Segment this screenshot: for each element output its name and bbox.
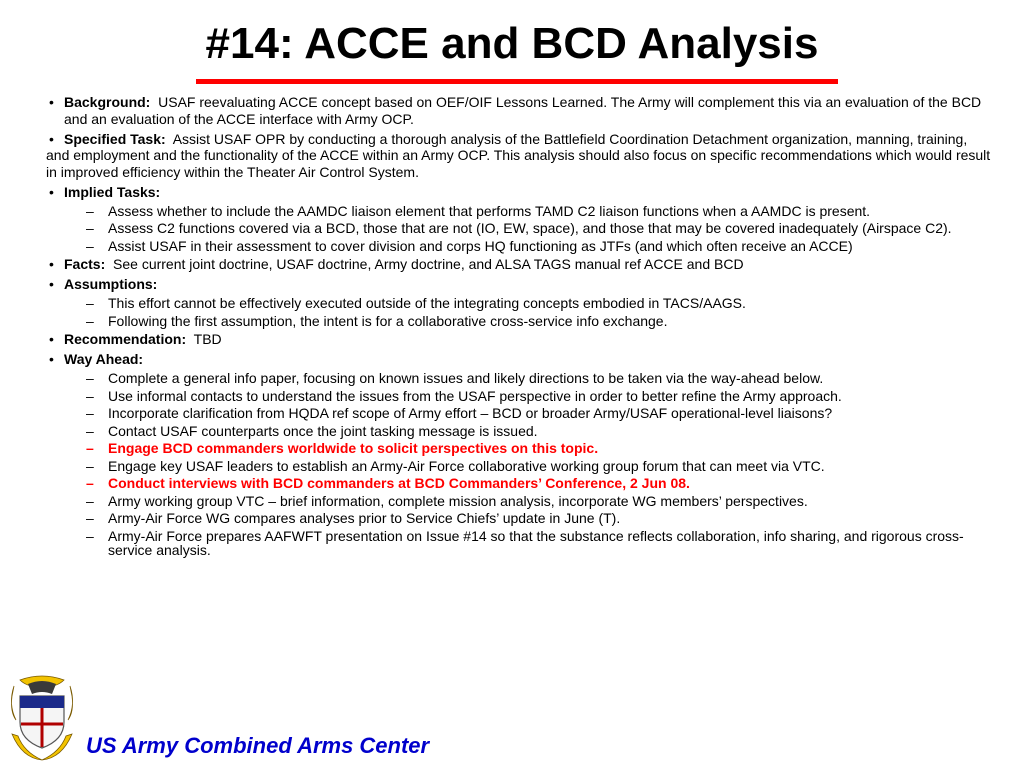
sub-item [46, 511, 991, 525]
sub-item [46, 239, 991, 253]
dash-icon: – [86, 220, 94, 236]
assumptions-sub-list [46, 296, 991, 328]
bullet-lead: Implied Tasks: [64, 183, 161, 200]
dash-icon: – [86, 405, 94, 421]
sub-item-highlighted [46, 476, 991, 490]
bullet-icon: • [49, 331, 54, 347]
sub-item [46, 389, 991, 403]
dash-icon: – [86, 475, 94, 491]
bullet-icon: • [49, 94, 54, 110]
sub-item [46, 459, 991, 473]
bullet-list [46, 94, 991, 557]
bullet-lead: Facts: [64, 256, 106, 272]
bullet-lead: Way Ahead: [64, 351, 144, 367]
bullet-icon: • [49, 183, 54, 200]
sub-item-text: Following the first assumption, the intent is for a collaborative cross-service info exchange. [108, 312, 668, 329]
dash-icon: – [86, 440, 94, 456]
sub-item [46, 314, 991, 328]
sub-item-text: Army-Air Force prepares AAFWFT presentation on Issue #14 so that the substance reflects collaboration, info sharing, and rigorous cross-service analysis. [108, 527, 964, 558]
sub-item [46, 371, 991, 385]
dash-icon: – [86, 527, 94, 544]
sub-item [46, 529, 991, 557]
sub-item-text: Complete a general info paper, focusing on known issues and likely directions to be taken via the way-ahead below. [108, 370, 824, 386]
sub-item-text: Engage BCD commanders worldwide to solicit perspectives on this topic. [108, 440, 599, 456]
bullet-text: USAF reevaluating ACCE concept based on OEF/OIF Lessons Learned. The Army will complement this via an evaluation of the BCD and an evaluation of the ACCE interface with Army OCP. [64, 94, 982, 127]
bullet-recommendation [46, 331, 991, 348]
sub-item-text: Conduct interviews with BCD commanders at BCD Commanders’ Conference, 2 Jun 08. [108, 475, 690, 491]
combined-arms-center-crest-icon [6, 674, 78, 764]
sub-item [46, 494, 991, 508]
bullet-text: Assist USAF OPR by conducting a thorough analysis of the Battlefield Coordination Detachment organization, manning, training, and employment and the functionality of the ACCE within an Army OCP. This analysis should also focus on specific recommendations which would result in improved efficiency within the Theater Air Control System. [46, 130, 991, 180]
dash-icon: – [86, 422, 94, 439]
sub-item [46, 204, 991, 218]
dash-icon: – [86, 312, 94, 329]
bullet-specified-task [46, 131, 991, 181]
dash-icon: – [86, 202, 94, 219]
sub-item-text: Assess whether to include the AAMDC liaison element that performs TAMD C2 liaison functions when a AAMDC is present. [108, 202, 871, 219]
bullet-way-ahead [46, 351, 991, 368]
bullet-text: TBD [193, 331, 222, 347]
sub-item-highlighted [46, 441, 991, 455]
way-ahead-sub-list [46, 371, 991, 557]
title-underline [196, 79, 838, 84]
bullet-lead: Recommendation: [64, 331, 187, 347]
bullet-icon: • [49, 276, 54, 292]
sub-item-text: Army working group VTC – brief information, complete mission analysis, incorporate WG members’ perspectives. [108, 492, 808, 509]
slide-body [46, 94, 991, 560]
dash-icon: – [86, 237, 94, 254]
bullet-lead: Specified Task: [64, 130, 166, 147]
sub-item-text: Incorporate clarification from HQDA ref scope of Army effort – BCD or broader Army/USAF operational-level liaisons? [108, 405, 833, 421]
dash-icon: – [86, 510, 94, 526]
sub-item-text: Army-Air Force WG compares analyses prior to Service Chiefs’ update in June (T). [108, 510, 621, 526]
bullet-lead: Assumptions: [64, 276, 158, 292]
sub-item-text: Contact USAF counterparts once the joint tasking message is issued. [108, 422, 538, 439]
bullet-assumptions [46, 276, 991, 293]
dash-icon: – [86, 457, 94, 474]
bullet-implied-tasks [46, 184, 991, 201]
sub-item-text: Assist USAF in their assessment to cover division and corps HQ functioning as JTFs (and which often receive an ACCE) [108, 237, 853, 254]
bullet-icon: • [49, 256, 54, 272]
sub-list-container [46, 204, 991, 253]
sub-item-text: This effort cannot be effectively executed outside of the integrating concepts embodied in TACS/AAGS. [108, 295, 746, 311]
sub-list-container [46, 371, 991, 557]
bullet-lead: Background: [64, 94, 151, 110]
sub-item-text: Assess C2 functions covered via a BCD, those that are not (IO, EW, space), and those that may be covered inadequately (Airspace C2). [108, 220, 952, 236]
sub-item [46, 406, 991, 420]
implied-sub-list [46, 204, 991, 253]
sub-item [46, 221, 991, 235]
dash-icon: – [86, 295, 94, 311]
bullet-icon: • [49, 351, 54, 367]
dash-icon: – [86, 387, 94, 404]
bullet-icon: • [49, 130, 54, 147]
footer-org-name: US Army Combined Arms Center [86, 733, 430, 758]
bullet-background [46, 94, 991, 127]
bullet-facts [46, 256, 991, 273]
bullet-text: See current joint doctrine, USAF doctrine, Army doctrine, and ALSA TAGS manual ref ACCE and BCD [113, 256, 744, 272]
dash-icon: – [86, 492, 94, 509]
sub-item [46, 424, 991, 438]
dash-icon: – [86, 370, 94, 386]
slide-title: #14: ACCE and BCD Analysis [205, 19, 819, 68]
sub-item-text: Engage key USAF leaders to establish an Army-Air Force collaborative working group forum that can meet via VTC. [108, 457, 825, 474]
sub-list-container [46, 296, 991, 328]
sub-item-text: Use informal contacts to understand the issues from the USAF perspective in order to better refine the Army approach. [108, 387, 842, 404]
sub-item [46, 296, 991, 310]
